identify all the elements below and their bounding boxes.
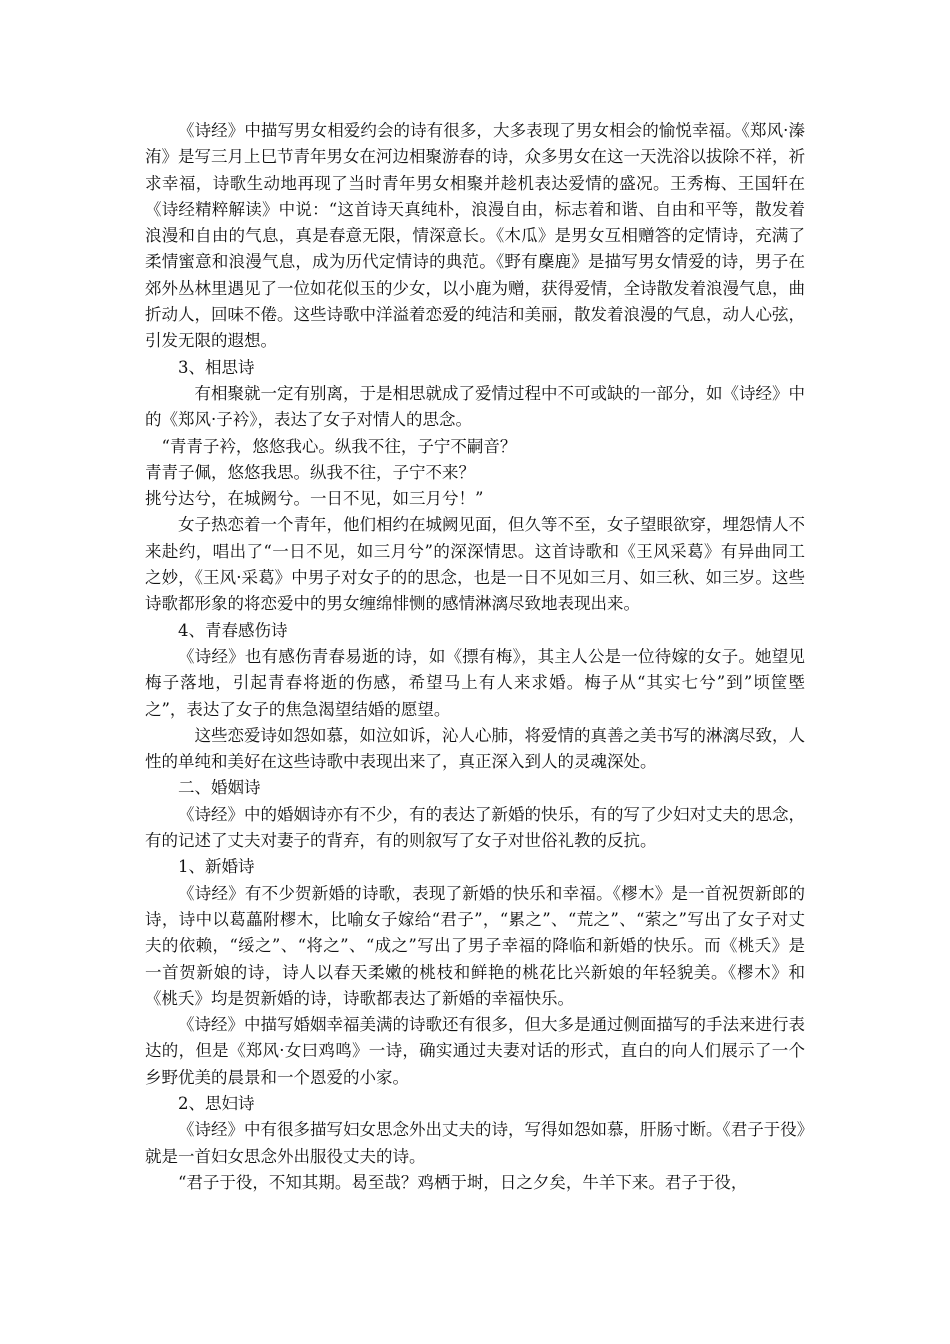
paragraph-happy-marriage: 《诗经》中描写婚姻幸福美满的诗歌还有很多，但大多是通过侧面描写的手法来进行表达的，但是《郑风·女曰鸡鸣》一诗，确实通过夫妻对话的形式，直白的向人们展示了一个乡野优美的晨景和一个恩爱的小家。: [145, 1015, 805, 1087]
verse-line-3: 挑兮达兮，在城阙兮。一日不见，如三月兮！”: [145, 489, 484, 509]
paragraph-marriage-intro: 《诗经》中的婚姻诗亦有不少，有的表达了新婚的快乐，有的写了少妇对丈夫的思念，有的记述了丈夫对妻子的背弃，有的则叙写了女子对世俗礼教的反抗。: [145, 804, 805, 851]
paragraph-wedding-poems: 《诗经》有不少贺新婚的诗歌，表现了新婚的快乐和幸福。《樛木》是一首祝贺新郎的诗，诗中以葛藟附樛木，比喻女子嫁给“君子”，“累之”、“荒之”、“萦之”写出了女子对丈夫的依赖，“绥之”、“将之”、“成之”写出了男子幸福的降临和新婚的快乐。而《桃夭》是一首贺新娘的诗，诗人以春天柔嫩的桃枝和鲜艳的桃花比兴新娘的年轻貌美。《樛木》和《桃夭》均是贺新婚的诗，诗歌都表达了新婚的幸福快乐。: [145, 883, 805, 1008]
paragraph-longing-wife: 《诗经》中有很多描写妇女思念外出丈夫的诗，写得如怨如慕，肝肠寸断。《君子于役》就是一首妇女思念外出服役丈夫的诗。: [145, 1120, 805, 1166]
heading-marriage-poems: 二、婚姻诗: [178, 778, 261, 798]
verse-line-2: 青青子佩，悠悠我思。纵我不往，子宁不来？: [145, 462, 475, 482]
document-page: [145, 118, 805, 1196]
paragraph-longing-intro: 有相聚就一定有别离，于是相思就成了爱情过程中不可或缺的一部分，如《诗经》中的《郑风·子衿》，表达了女子对情人的思念。: [145, 383, 805, 430]
heading-youth-poems: 4、青春感伤诗: [178, 620, 288, 640]
paragraph-love-summary: 这些恋爱诗如怨如慕，如泣如诉，沁人心肺，将爱情的真善之美书写的淋漓尽致，人性的单纯和美好在这些诗歌中表现出来了，真正深入到人的灵魂深处。: [145, 725, 805, 772]
paragraph-youth-poems: 《诗经》也有感伤青春易逝的诗，如《摽有梅》，其主人公是一位待嫁的女子。她望见梅子落地，引起青春将逝的伤感，希望马上有人来求婚。梅子从“其实七兮”到”顷筐塈之”，表达了女子的焦急渴望结婚的愿望。: [145, 646, 805, 719]
heading-wedding-poems: 1、新婚诗: [178, 857, 255, 877]
paragraph-love-meeting: 《诗经》中描写男女相爱约会的诗有很多，大多表现了男女相会的愉悦幸福。《郑风·溱洧》是写三月上巳节青年男女在河边相聚游春的诗，众多男女在这一天洗浴以拔除不祥，祈求幸福，诗歌生动地再现了当时青年男女相聚并趁机表达爱情的盛况。王秀梅、王国轩在《诗经精粹解读》中说：“这首诗天真纯朴，浪漫自由，标志着和谐、自由和平等，散发着浪漫和自由的气息，真是春意无限，情深意长。《木瓜》是男女互相赠答的定情诗，充满了柔情蜜意和浪漫气息，成为历代定情诗的典范。《野有麇鹿》是描写男女情爱的诗，男子在郊外丛林里遇见了一位如花似玉的少女，以小鹿为赠，获得爱情，全诗散发着浪漫气息，曲折动人，回味不倦。这些诗歌中洋溢着恋爱的纯洁和美丽，散发着浪漫的气息，动人心弦，引发无限的遐想。: [145, 121, 805, 351]
paragraph-junzi-yuyi-quote: “君子于役，不知其期。曷至哉？鸡栖于埘，日之夕矣，牛羊下来。君子于役，: [178, 1172, 748, 1192]
verse-line-1: “青青子衿，悠悠我心。纵我不往，子宁不嗣音？: [161, 436, 517, 456]
paragraph-longing-analysis: 女子热恋着一个青年，他们相约在城阙见面，但久等不至，女子望眼欲穿，埋怨情人不来赴约，唱出了“一日不见，如三月兮”的深深情思。这首诗歌和《王风采葛》有异曲同工之妙，《王风·采葛》中男子对女子的的思念，也是一日不见如三月、如三秋、如三岁。这些诗歌都形象的将恋爱中的男女缠绵悱恻的感情淋漓尽致地表现出来。: [145, 515, 805, 614]
heading-longing-wife-poems: 2、思妇诗: [178, 1093, 255, 1113]
heading-longing-poems: 3、相思诗: [178, 357, 255, 377]
